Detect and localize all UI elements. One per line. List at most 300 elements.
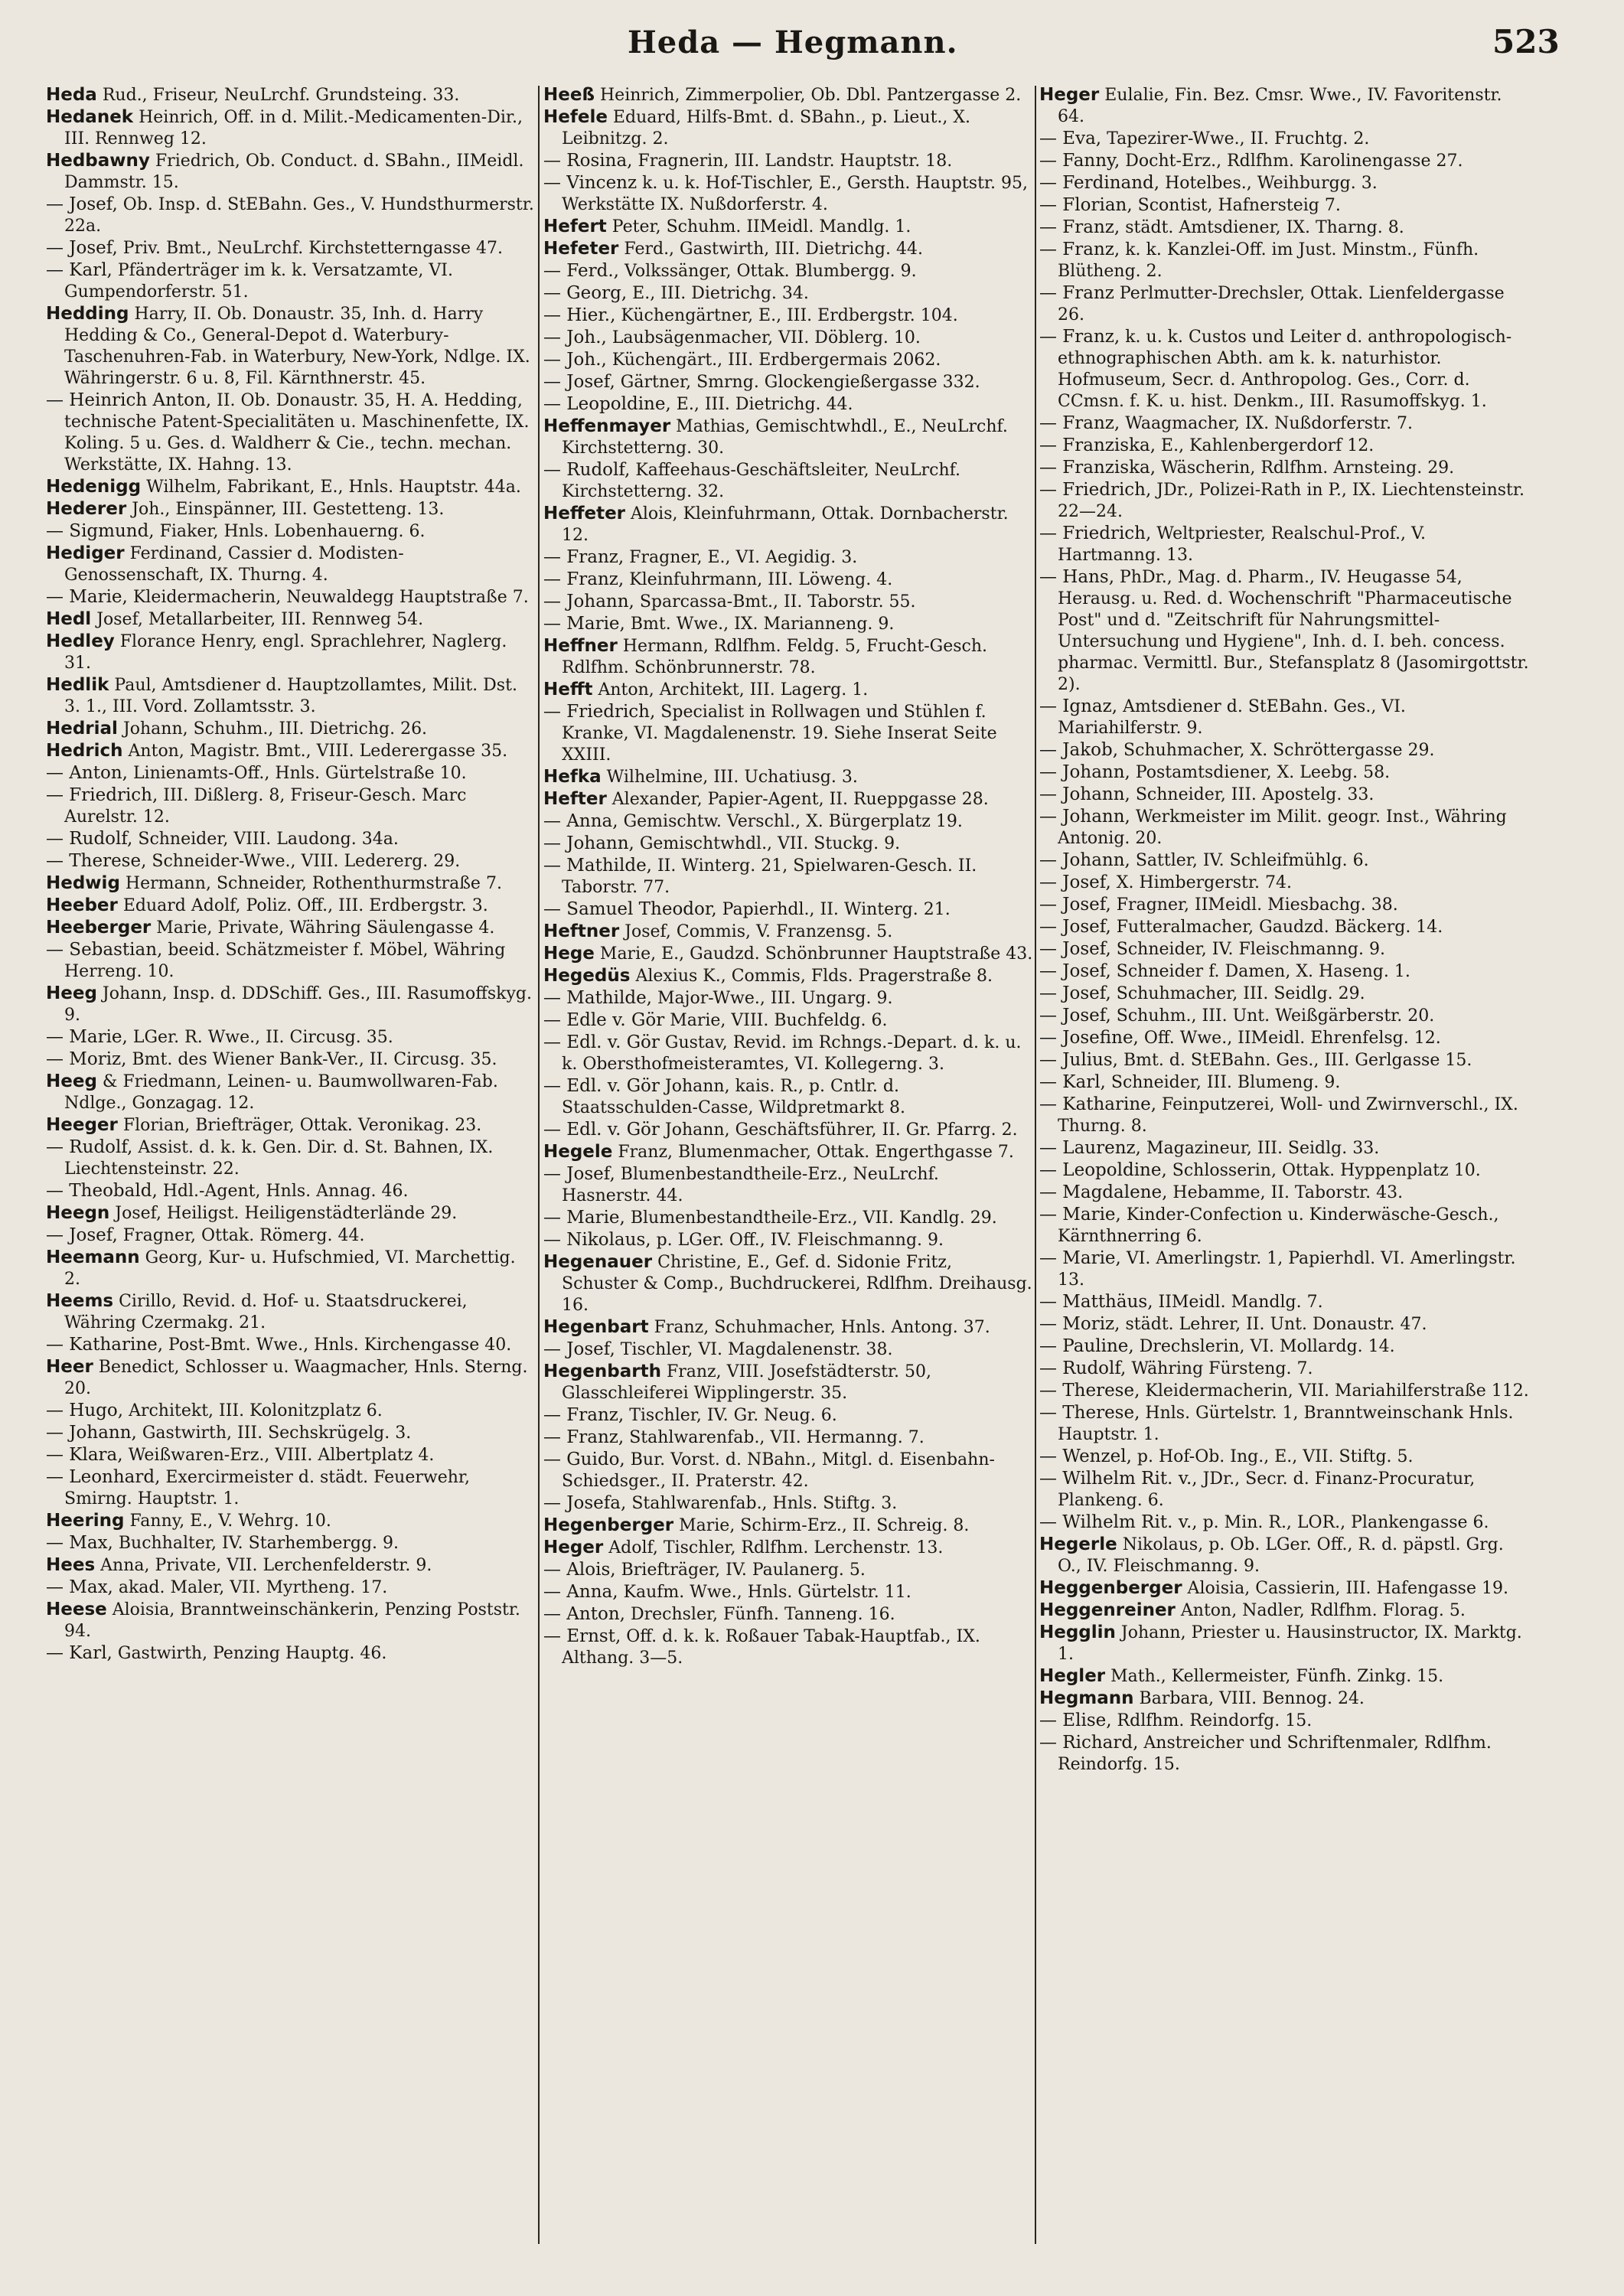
- entry-text: Josef, Metallarbeiter, III. Rennweg 54.: [91, 610, 424, 629]
- entry-name: Hegenbarth: [543, 1362, 661, 1381]
- entry-name: — Franz: [1039, 283, 1114, 303]
- entry-name: — Franz,: [1039, 413, 1120, 433]
- entry-text: Nikolaus, p. Ob. LGer. Off., R. d. päpstl. Grg. O., IV. Fleischmanng. 9.: [1058, 1535, 1504, 1576]
- directory-entry: [46, 543, 536, 586]
- entry-text: Hermann, Rdlfhm. Feldg. 5, Frucht-Gesch. Rdlfhm. Schönbrunnerstr. 78.: [562, 637, 987, 677]
- directory-entry: [1039, 239, 1529, 282]
- entry-text: Drechsler, Fünfh. Tanneng. 16.: [624, 1605, 895, 1624]
- directory-entry: [46, 1225, 536, 1247]
- entry-name: Hefeter: [543, 239, 619, 259]
- directory-entry: [46, 303, 536, 390]
- directory-entry: [543, 305, 1033, 327]
- directory-entry: [1039, 84, 1529, 128]
- directory-entry: [543, 1339, 1033, 1361]
- entry-name: — Elise,: [1039, 1711, 1112, 1730]
- entry-name: Hedbawny: [46, 151, 150, 171]
- directory-entry: [1039, 1577, 1529, 1600]
- entry-name: Hedding: [46, 304, 129, 324]
- entry-text: Schneider, III. Blumeng. 9.: [1105, 1073, 1341, 1092]
- entry-text: Franz, Schuhmacher, Hnls. Antong. 37.: [648, 1318, 990, 1337]
- entry-text: Bur. Vorst. d. NBahn., Mitgl. d. Eisenbahn-Schiedsger., II. Praterstr. 42.: [562, 1450, 995, 1491]
- directory-entry: [46, 1510, 536, 1532]
- entry-name: — Franz,: [543, 569, 624, 589]
- directory-entry: [1039, 872, 1529, 894]
- directory-entry: [1039, 217, 1529, 239]
- entry-name: — Josef,: [46, 238, 118, 258]
- entry-text: Anton, Nadler, Rdlfhm. Florag. 5.: [1175, 1601, 1466, 1620]
- entry-text: Eulalie, Fin. Bez. Cmsr. Wwe., IV. Favoritenstr. 64.: [1058, 86, 1502, 126]
- entry-name: Hefter: [543, 789, 607, 809]
- entry-text: Buchhalter, IV. Starhembergg. 9.: [113, 1534, 399, 1553]
- entry-name: — Therese,: [46, 851, 147, 871]
- entry-name: — Franziska,: [1039, 458, 1156, 478]
- entry-text: Adolf, Tischler, Rdlfhm. Lerchenstr. 13.: [603, 1538, 944, 1557]
- directory-entry: [1039, 128, 1529, 150]
- entry-name: — Friedrich,: [543, 702, 656, 722]
- directory-entry: [1039, 1159, 1529, 1182]
- directory-entry: [543, 921, 1033, 943]
- entry-name: — Leopoldine,: [1039, 1160, 1167, 1180]
- entry-text: Pfänderträger im k. k. Versatzamte, VI. Gumpendorferstr. 51.: [64, 261, 453, 302]
- entry-text: Off. d. k. k. Roßauer Tabak-Hauptfab., IX. Althang. 3—5.: [562, 1627, 980, 1668]
- entry-text: Gärtner, Smrng. Glockengießergasse 332.: [615, 373, 980, 392]
- directory-entry: [46, 1642, 536, 1665]
- directory-entry: [543, 84, 1033, 106]
- directory-entry: [543, 150, 1033, 172]
- directory-entry: [543, 546, 1033, 569]
- entry-name: Heger: [1039, 85, 1100, 105]
- entry-text: Weißwaren-Erz., VIII. Albertplatz 4.: [122, 1446, 435, 1465]
- entry-name: Heftner: [543, 921, 620, 941]
- entry-name: — Josef,: [1039, 872, 1111, 892]
- entry-name: Heemann: [46, 1247, 140, 1267]
- entry-name: — Sebastian,: [46, 940, 163, 960]
- directory-entry: [543, 371, 1033, 393]
- entry-text: Josef, Heiligst. Heiligenstädterlände 29.: [109, 1204, 458, 1223]
- entry-name: — Hier.,: [543, 305, 616, 325]
- directory-entry: [46, 150, 536, 194]
- entry-name: — Anna,: [543, 811, 618, 831]
- directory-entry: [1039, 784, 1529, 806]
- entry-text: Schuhmacher, III. Seidlg. 29.: [1110, 984, 1365, 1003]
- entry-text: Blumenbestandtheile-Erz., NeuLrchf. Hasnerstr. 44.: [562, 1165, 939, 1205]
- directory-entry: [543, 1075, 1033, 1119]
- entry-text: Kaufm. Wwe., Hnls. Gürtelstr. 11.: [618, 1583, 911, 1602]
- entry-text: II. Ob. Donaustr. 35, H. A. Hedding, technische Patent-Specialitäten u. Maschinenfette, IX. Koling. 5 u. Ges. d. Waldherr & Cie., techn. mechan. Werkstätte, IX. Hahng. 13.: [64, 391, 530, 475]
- entry-name: — Rudolf,: [1039, 1358, 1127, 1378]
- entry-text: Heinrich, Zimmerpolier, Ob. Dbl. Pantzergasse 2.: [595, 86, 1022, 105]
- directory-entry: [543, 260, 1033, 282]
- directory-entry: [46, 872, 536, 895]
- entry-text: Barbara, VIII. Bennog. 24.: [1133, 1689, 1365, 1708]
- directory-entry: [543, 855, 1033, 899]
- entry-name: — Franziska,: [1039, 435, 1156, 455]
- directory-entry: [543, 106, 1033, 150]
- directory-entry: [1039, 1665, 1529, 1688]
- entry-name: — Katharine,: [1039, 1094, 1157, 1114]
- entry-text: Kaffeehaus-Geschäftsleiter, NeuLrchf. Kirchstetterng. 32.: [562, 461, 960, 501]
- entry-text: Paul, Amtsdiener d. Hauptzollamtes, Milit. Dst. 3. 1., III. Vord. Zollamtsstr. 3.: [64, 676, 517, 716]
- entry-name: — Josefine,: [1039, 1028, 1139, 1048]
- entry-name: — Johann,: [543, 592, 634, 612]
- entry-name: — Josef,: [1039, 983, 1111, 1003]
- entry-name: Hegele: [543, 1142, 613, 1162]
- entry-name: — Josef,: [543, 1164, 615, 1184]
- directory-entry: [543, 766, 1033, 788]
- directory-entry: [1039, 1732, 1529, 1776]
- directory-entry: [543, 965, 1033, 987]
- entry-name: Heggenreiner: [1039, 1600, 1176, 1620]
- entry-name: — Johann,: [1039, 762, 1130, 782]
- directory-entry: [1039, 1005, 1529, 1027]
- directory-entry: [46, 1532, 536, 1554]
- directory-entry: [543, 899, 1033, 921]
- entry-name: — Ferdinand,: [1039, 173, 1160, 193]
- entry-text: p. LGer. Off., IV. Fleischmanng. 9.: [651, 1231, 944, 1250]
- entry-text: Kleidermacherin, Neuwaldegg Hauptstraße 7.: [127, 588, 529, 607]
- entry-text: Ob. Insp. d. StEBahn. Ges., V. Hundsthurmerstr. 22a.: [64, 195, 534, 236]
- directory-entry: [46, 1554, 536, 1577]
- entry-text: Waagmacher, IX. Nußdorferstr. 7.: [1120, 414, 1413, 433]
- directory-entry: [543, 1207, 1033, 1229]
- entry-text: Major-Wwe., III. Ungarg. 9.: [652, 989, 893, 1008]
- directory-entry: [1039, 1137, 1529, 1159]
- directory-entry: [1039, 850, 1529, 872]
- entry-name: — Karl,: [1039, 1072, 1106, 1092]
- entry-text: p. Min. R., LOR., Plankengasse 6.: [1197, 1513, 1489, 1532]
- entry-name: — Jakob,: [1039, 740, 1119, 760]
- directory-entry: [1039, 739, 1529, 762]
- entry-name: Heeg: [46, 983, 97, 1003]
- entry-text: städt. Amtsdiener, IX. Tharng. 8.: [1120, 218, 1404, 237]
- entry-text: PhDr., Mag. d. Pharm., IV. Heugasse 54, Herausg. u. Red. d. Wochenschrift "Pharmaceutische Post" und d. "Zeitschrift für Nahrungsmittel-Untersuchung und Hygiene", Inh. d. I. beh. concess. pharmac. Vermittl. Bur., Stefansplatz 8 (Jasomirgottstr. 2).: [1058, 568, 1529, 694]
- entry-text: Specialist in Rollwagen und Stühlen f. Kranke, VI. Magdalenenstr. 19. Siehe Inserat Seite XXIII.: [562, 703, 997, 765]
- directory-entry: [46, 194, 536, 237]
- column-rule: [538, 86, 540, 2244]
- entry-name: — Mathilde,: [543, 856, 652, 876]
- entry-text: Tischler, VI. Magdalenenstr. 38.: [615, 1340, 893, 1359]
- entry-name: — Leopoldine,: [543, 394, 671, 414]
- directory-entry: [543, 459, 1033, 503]
- entry-name: — Johann,: [1039, 784, 1130, 804]
- directory-entry: [46, 1466, 536, 1510]
- directory-entry: [1039, 413, 1529, 435]
- entry-name: Heeger: [46, 1115, 118, 1135]
- page-number: 523: [1492, 23, 1560, 60]
- entry-text: Hebamme, II. Taborstr. 43.: [1167, 1183, 1404, 1202]
- entry-name: — Anton,: [46, 763, 128, 783]
- entry-text: Mathias, Gemischtwhdl., E., NeuLrchf. Kirchstetterng. 30.: [562, 417, 1008, 458]
- entry-name: Hegenauer: [543, 1252, 653, 1272]
- entry-text: Fragnerin, III. Landstr. Hauptstr. 18.: [632, 152, 953, 171]
- directory-entry: [1039, 1336, 1529, 1358]
- entry-name: Hedenigg: [46, 477, 142, 497]
- entry-text: Alexius K., Commis, Flds. Pragerstraße 8.: [630, 967, 993, 986]
- directory-entry: [46, 1356, 536, 1400]
- entry-text: Schlosserin, Ottak. Hyppenplatz 10.: [1166, 1161, 1481, 1180]
- entry-name: — Heinrich Anton,: [46, 390, 212, 410]
- entry-text: Küchengärtner, E., III. Erdbergstr. 104.: [615, 306, 958, 325]
- entry-name: — Therese,: [1039, 1403, 1140, 1423]
- entry-text: Schneider f. Damen, X. Haseng. 1.: [1110, 962, 1410, 981]
- entry-text: k. u. k. Hof-Tischler, E., Gersth. Hauptstr. 95, Werkstätte IX. Nußdorferstr. 4.: [562, 174, 1028, 214]
- entry-name: Hegedüs: [543, 966, 631, 986]
- entry-text: Volkssänger, Ottak. Blumbergg. 9.: [618, 262, 917, 281]
- directory-entry: [46, 586, 536, 608]
- entry-text: Assist. d. k. k. Gen. Dir. d. St. Bahnen, IX. Liechtensteinstr. 22.: [64, 1138, 494, 1179]
- entry-text: Rud., Friseur, NeuLrchf. Grundsteing. 33.: [96, 86, 460, 105]
- directory-entry: [46, 84, 536, 106]
- entry-text: Amtsdiener d. StEBahn. Ges., VI. Mariahilferstr. 9.: [1058, 697, 1406, 738]
- entry-name: Hegerle: [1039, 1534, 1117, 1554]
- entry-name: Heda: [46, 85, 97, 105]
- entry-text: Friedrich, Ob. Conduct. d. SBahn., IIMeidl. Dammstr. 15.: [64, 152, 524, 192]
- entry-text: Joh., Einspänner, III. Gestetteng. 13.: [126, 500, 445, 519]
- directory-entry: [1039, 566, 1529, 696]
- directory-entry: [1039, 457, 1529, 479]
- entry-text: Scontist, Hafnersteig 7.: [1132, 196, 1341, 215]
- entry-name: — Rosina,: [543, 151, 633, 171]
- entry-text: Futteralmacher, Gaudzd. Bäckerg. 14.: [1110, 918, 1443, 937]
- directory-entry: [543, 349, 1033, 371]
- directory-entry: [46, 476, 536, 498]
- directory-entry: [1039, 1512, 1529, 1534]
- entry-text: Exercirmeister d. städt. Feuerwehr, Smirng. Hauptstr. 1.: [64, 1468, 470, 1508]
- directory-entry: [543, 327, 1033, 349]
- entry-name: Heegn: [46, 1203, 110, 1223]
- entry-text: Anstreicher und Schriftenmaler, Rdlfhm. Reindorfg. 15.: [1058, 1733, 1492, 1774]
- directory-entry: [46, 1247, 536, 1290]
- entry-text: Schneider, VIII. Laudong. 34a.: [132, 830, 399, 849]
- directory-entry: [1039, 1027, 1529, 1049]
- entry-text: Hermann, Schneider, Rothenthurmstraße 7.: [119, 874, 502, 893]
- entry-text: Tapezirer-Wwe., II. Fruchtg. 2.: [1101, 129, 1370, 148]
- entry-text: Blumenbestandtheile-Erz., VII. Kandlg. 29.: [624, 1208, 997, 1228]
- directory-entry: [1039, 150, 1529, 172]
- entry-text: E., III. Dietrichg. 44.: [670, 395, 853, 414]
- entry-name: — Ferd.,: [543, 261, 619, 281]
- entry-text: Priv. Bmt., NeuLrchf. Kirchstetterngasse 47.: [117, 239, 503, 258]
- entry-name: Hedlik: [46, 675, 109, 695]
- entry-name: — Wilhelm Rit. v.,: [1039, 1512, 1198, 1532]
- entry-text: Eduard Adolf, Poliz. Off., III. Erdbergstr. 3.: [117, 896, 488, 915]
- directory-entry: [46, 520, 536, 543]
- directory-entry: [1039, 1446, 1529, 1468]
- entry-text: Magazineur, III. Seidlg. 33.: [1140, 1139, 1380, 1158]
- directory-entry: [46, 718, 536, 740]
- entry-name: Hegmann: [1039, 1688, 1134, 1708]
- entry-text: Aloisia, Cassierin, III. Hafengasse 19.: [1182, 1579, 1508, 1598]
- directory-entry: [543, 943, 1033, 965]
- directory-entry: [46, 674, 536, 718]
- directory-entry: [543, 416, 1033, 459]
- entry-text: Bmt. d. StEBahn. Ges., III. Gerlgasse 15.: [1117, 1051, 1472, 1070]
- entry-text: Marie, VIII. Buchfeldg. 6.: [664, 1011, 888, 1030]
- entry-text: Währing Fürsteng. 7.: [1126, 1359, 1313, 1378]
- entry-name: Heer: [46, 1357, 93, 1377]
- directory-entry: [46, 1049, 536, 1071]
- directory-entry: [46, 1202, 536, 1225]
- directory-entry: [46, 1334, 536, 1356]
- entry-text: Georg, Kur- u. Hufschmied, VI. Marchettig. 2.: [64, 1248, 516, 1289]
- directory-entry: [46, 1026, 536, 1049]
- entry-text: Alois, Kleinfuhrmann, Ottak. Dornbacherstr. 12.: [562, 504, 1009, 545]
- entry-text: Johann, Schuhm., III. Dietrichg. 26.: [117, 719, 428, 739]
- directory-entry: [543, 1404, 1033, 1427]
- directory-entry: [543, 1427, 1033, 1449]
- entry-text: städt. Lehrer, II. Unt. Donaustr. 47.: [1120, 1315, 1427, 1334]
- directory-entry: [1039, 1710, 1529, 1732]
- entry-name: Heeg: [46, 1071, 97, 1091]
- entry-text: Florian, Briefträger, Ottak. Veronikag. 23.: [117, 1116, 482, 1135]
- entry-name: — Karl,: [46, 260, 113, 280]
- entry-text: p. Hof-Ob. Ing., E., VII. Stiftg. 5.: [1131, 1447, 1414, 1466]
- directory-entry: [1039, 1402, 1529, 1446]
- entry-text: Gastwirth, III. Sechskrügelg. 3.: [136, 1424, 412, 1443]
- entry-name: — Franz,: [1039, 217, 1120, 237]
- directory-entry: [543, 1316, 1033, 1339]
- entry-text: Alexander, Papier-Agent, II. Rueppgasse 28.: [606, 790, 989, 809]
- directory-entry: [1039, 1534, 1529, 1577]
- page-header: [0, 17, 1624, 78]
- entry-name: — Josef,: [543, 1339, 615, 1359]
- directory-entry: [46, 939, 536, 983]
- entry-name: — Julius,: [1039, 1050, 1118, 1070]
- directory-entry: [1039, 1291, 1529, 1313]
- directory-entry: [543, 172, 1033, 216]
- entry-name: — Josef,: [46, 1225, 118, 1245]
- entry-text: Christine, E., Gef. d. Sidonie Fritz, Schuster & Comp., Buchdruckerei, Rdlfhm. Dreihausg. 16.: [562, 1253, 1032, 1315]
- entry-name: — Ernst,: [543, 1626, 621, 1646]
- column-1: [46, 84, 536, 2281]
- entry-name: — Rudolf,: [46, 829, 133, 849]
- directory-entry: [46, 1137, 536, 1180]
- entry-text: Stahlwarenfab., Hnls. Stiftg. 3.: [626, 1494, 898, 1513]
- entry-text: akad. Maler, VII. Myrtheng. 17.: [113, 1578, 388, 1597]
- directory-entry: [543, 987, 1033, 1009]
- entry-name: — Edl. v. Gör: [543, 1076, 660, 1096]
- entry-text: Schneider-Wwe., VIII. Ledererg. 29.: [146, 852, 461, 871]
- entry-text: Ferdinand, Cassier d. Modisten-Genossenschaft, IX. Thurng. 4.: [64, 544, 404, 585]
- entry-text: Franz, VIII. Josefstädterstr. 50, Glasschleiferei Wipplingerstr. 35.: [562, 1362, 931, 1403]
- directory-entry: [543, 216, 1033, 238]
- entry-name: — Matthäus,: [1039, 1292, 1153, 1312]
- directory-entry: [1039, 1247, 1529, 1291]
- entry-text: LGer. R. Wwe., II. Circusg. 35.: [127, 1028, 393, 1047]
- entry-name: — Franz,: [1039, 327, 1120, 347]
- entry-name: — Johann,: [543, 833, 634, 853]
- entry-name: Hefka: [543, 767, 602, 787]
- entry-name: — Magdalene,: [1039, 1182, 1168, 1202]
- entry-name: Heffeter: [543, 504, 626, 523]
- entry-name: — Eva,: [1039, 129, 1102, 148]
- entry-text: Architekt, III. Kolonitzplatz 6.: [123, 1401, 383, 1420]
- entry-text: II. Winterg. 21, Spielwaren-Gesch. II. Taborstr. 77.: [562, 856, 977, 897]
- entry-text: Drechslerin, VI. Mollardg. 14.: [1133, 1337, 1395, 1356]
- entry-text: Werkmeister im Milit. geogr. Inst., Währing Antonig. 20.: [1058, 807, 1507, 848]
- directory-entry: [46, 762, 536, 784]
- entry-text: Marie, Schirm-Erz., II. Schreig. 8.: [673, 1516, 970, 1535]
- entry-name: — Hans,: [1039, 567, 1115, 587]
- directory-entry: [46, 608, 536, 631]
- entry-text: Peter, Schuhm. IIMeidl. Mandlg. 1.: [606, 217, 911, 236]
- entry-name: Hedl: [46, 609, 92, 629]
- entry-name: — Marie,: [543, 614, 625, 634]
- entry-text: VI. Amerlingstr. 1, Papierhdl. VI. Amerlingstr. 13.: [1058, 1249, 1516, 1290]
- entry-name: — Pauline,: [1039, 1336, 1134, 1356]
- entry-name: — Nikolaus,: [543, 1230, 651, 1250]
- entry-text: X. Himbergerstr. 74.: [1110, 873, 1292, 892]
- entry-text: JDr., Polizei-Rath in P., IX. Liechtensteinstr. 22—24.: [1058, 481, 1525, 521]
- directory-entry: [46, 631, 536, 674]
- entry-name: — Edl. v. Gör: [543, 1032, 660, 1052]
- entry-text: Rdlfhm. Reindorfg. 15.: [1111, 1711, 1313, 1730]
- entry-name: — Klara,: [46, 1445, 123, 1465]
- entry-text: Fragner, IIMeidl. Miesbachg. 38.: [1110, 895, 1398, 915]
- entry-text: Gustav, Revid. im Rchngs.-Depart. d. k. u. k. Obersthofmeisteramtes, VI. Kollegerng. 3.: [562, 1033, 1022, 1074]
- entry-name: — Laurenz,: [1039, 1138, 1141, 1158]
- entry-name: — Wenzel,: [1039, 1446, 1132, 1466]
- entry-text: Heinrich, Off. in d. Milit.-Medicamenten-Dir., III. Rennweg 12.: [64, 108, 523, 148]
- directory-entry: [543, 1581, 1033, 1603]
- entry-name: Heese: [46, 1600, 107, 1619]
- entry-name: — Marie,: [1039, 1205, 1121, 1225]
- entry-text: Schneider, III. Apostelg. 33.: [1130, 785, 1375, 804]
- entry-name: — Therese,: [1039, 1381, 1140, 1401]
- directory-entry: [543, 635, 1033, 679]
- entry-text: Schuhmacher, X. Schröttergasse 29.: [1118, 741, 1435, 760]
- entry-name: — Mathilde,: [543, 988, 652, 1008]
- entry-name: — Fanny,: [1039, 151, 1120, 171]
- entry-text: k. k. Kanzlei-Off. im Just. Minstm., Fünfh. Blütheng. 2.: [1058, 240, 1479, 281]
- entry-text: Fragner, Ottak. Römerg. 44.: [117, 1226, 365, 1245]
- entry-text: III. Dißlerg. 8, Friseur-Gesch. Marc Aurelstr. 12.: [64, 786, 467, 827]
- entry-name: — Josef,: [1039, 939, 1111, 959]
- directory-entry: [46, 828, 536, 850]
- entry-text: JDr., Secr. d. Finanz-Procuratur, Plankeng. 6.: [1058, 1469, 1476, 1510]
- entry-name: — Johann,: [46, 1423, 137, 1443]
- entry-name: — Sigmund,: [46, 521, 155, 541]
- entry-text: Kleinfuhrmann, III. Löweng. 4.: [624, 570, 893, 589]
- entry-name: — Franz,: [543, 1405, 624, 1425]
- directory-entry: [46, 1290, 536, 1334]
- entry-name: Hedwig: [46, 873, 120, 893]
- entry-text: Tischler, IV. Gr. Neug. 6.: [624, 1406, 837, 1425]
- entry-name: — Georg,: [543, 283, 628, 303]
- directory-entry: [46, 1114, 536, 1137]
- entry-name: Heger: [543, 1538, 604, 1557]
- directory-entry: [1039, 172, 1529, 194]
- entry-name: — Friedrich,: [1039, 523, 1152, 543]
- entry-name: Heeber: [46, 895, 118, 915]
- entry-text: Anton, Magistr. Bmt., VIII. Lederergasse 35.: [122, 742, 508, 761]
- directory-entry: [543, 1141, 1033, 1163]
- directory-entry: [1039, 696, 1529, 739]
- entry-name: — Rudolf,: [46, 1137, 133, 1157]
- entry-name: — Marie,: [1039, 1248, 1121, 1268]
- directory-entry: [1039, 1622, 1529, 1665]
- entry-name: — Florian,: [1039, 195, 1133, 215]
- entry-name: — Guido,: [543, 1450, 625, 1469]
- directory-entry: [543, 1163, 1033, 1207]
- entry-text: Linienamts-Off., Hnls. Gürtelstraße 10.: [127, 764, 467, 783]
- entry-name: — Josef,: [1039, 961, 1111, 981]
- entry-text: Kleidermacherin, VII. Mariahilferstraße 112.: [1140, 1381, 1529, 1401]
- entry-name: Heffenmayer: [543, 416, 671, 436]
- directory-entry: [543, 1361, 1033, 1404]
- directory-entry: [46, 850, 536, 872]
- entry-text: Josef, Commis, V. Franzensg. 5.: [619, 922, 893, 941]
